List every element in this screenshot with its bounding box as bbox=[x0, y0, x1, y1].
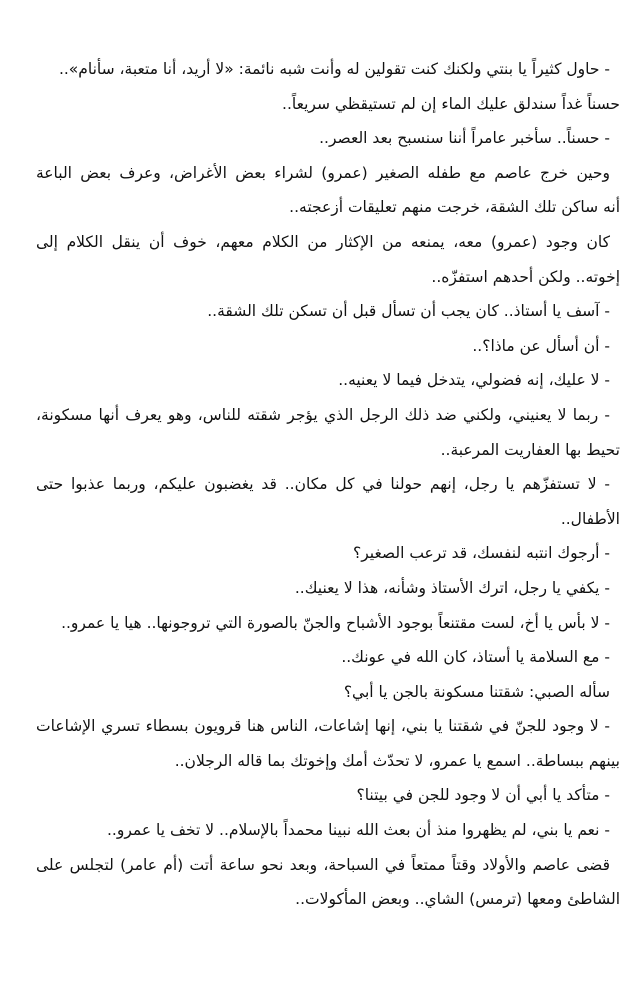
text-line: تحيط بها العفاريت المرعبة.. bbox=[440, 440, 620, 459]
text-line: - لا وجود للجنّ في شقتنا يا بني، إنها إشاعات، الناس هنا قرويون بسطاء تسري الإشاعات bbox=[36, 717, 610, 736]
text-line: أنه ساكن تلك الشقة، خرجت منهم تعليقات أزعجته.. bbox=[289, 198, 620, 217]
text-line: سأله الصبي: شقتنا مسكونة بالجن يا أبي؟ bbox=[343, 682, 610, 701]
text-line: - لا عليك، إنه فضولي، يتدخل فيما لا يعنيه.. bbox=[338, 371, 610, 390]
text-line: حسناً غداً سندلق عليك الماء إن لم تستيقظي سريعاً.. bbox=[282, 94, 620, 113]
text-line: الأطفال.. bbox=[560, 509, 620, 528]
text-line: - حسناً.. سأخبر عامراً أننا سنسبح بعد العصر.. bbox=[319, 129, 610, 148]
document-page bbox=[36, 52, 620, 980]
text-line: - نعم يا بني، لم يظهروا منذ أن بعث الله نبينا محمداً بالإسلام.. لا تخف يا عمرو.. bbox=[106, 821, 610, 840]
text-line: بينهم ببساطة.. اسمع يا عمرو، لا تحدّث أمك وإخوتك بما قاله الرجلان.. bbox=[174, 751, 620, 770]
text-line: قضى عاصم والأولاد وقتاً ممتعاً في السباحة، وبعد نحو ساعة أتت (أم عامر) لتجلس على bbox=[36, 855, 610, 874]
text-line: - لا بأس يا أخ، لست مقتنعاً بوجود الأشباح والجنّ بالصورة التي تروجونها.. هيا يا عمرو.. bbox=[61, 613, 610, 632]
text-line: - مع السلامة يا أستاذ، كان الله في عونك.. bbox=[341, 648, 610, 667]
text-line: وحين خرج عاصم مع طفله الصغير (عمرو) لشراء بعض الأغراض، وعرف بعض الباعة bbox=[36, 163, 610, 182]
text-line: - ربما لا يعنيني، ولكني ضد ذلك الرجل الذي يؤجر شقته للناس، وهو يعرف أنها مسكونة، bbox=[36, 405, 610, 424]
text-line: - يكفي يا رجل، اترك الأستاذ وشأنه، هذا لا يعنيك.. bbox=[294, 578, 610, 597]
text-line: - لا تستفزّهم يا رجل، إنهم حولنا في كل مكان.. قد يغضبون عليكم، وربما عذبوا حتى bbox=[36, 475, 610, 494]
text-line: - حاول كثيراً يا بنتي ولكنك كنت تقولين له وأنت شبه نائمة: «لا أريد، أنا متعبة، سأنام».. bbox=[58, 60, 610, 78]
text-line: - أرجوك انتبه لنفسك، قد ترعب الصغير؟ bbox=[352, 544, 610, 563]
text-line: إخوته.. ولكن أحدهم استفزّه.. bbox=[431, 267, 620, 286]
text-line: كان وجود (عمرو) معه، يمنعه من الإكثار من الكلام معهم، خوف أن ينقل الكلام إلى bbox=[36, 232, 610, 251]
text-line: - أن أسأل عن ماذا؟.. bbox=[472, 336, 610, 355]
text-line: الشاطئ ومعها (ترمس) الشاي.. وبعض المأكولات.. bbox=[295, 890, 620, 909]
text-line: - آسف يا أستاذ.. كان يجب أن تسأل قبل أن تسكن تلك الشقة.. bbox=[207, 302, 610, 321]
text-line: - متأكد يا أبي أن لا وجود للجن في بيتنا؟ bbox=[356, 786, 610, 805]
